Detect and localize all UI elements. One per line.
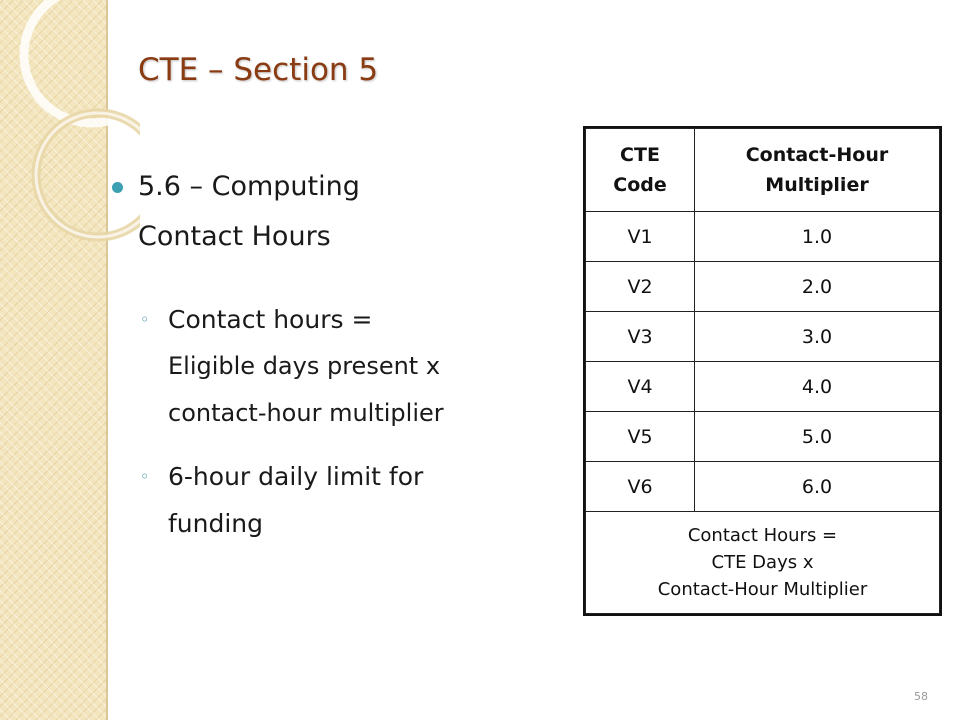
multiplier-cell: 3.0: [695, 312, 940, 362]
multiplier-cell: 2.0: [695, 262, 940, 312]
formula-note-line: Contact Hours =: [687, 525, 838, 547]
sub-bullet-item: [140, 296, 540, 437]
cte-code-cell: V6: [586, 462, 695, 512]
sub-bullet-marker-icon: ◦: [140, 467, 150, 486]
sub-bullet-line: Contact hours =: [168, 305, 373, 334]
slide-title: CTE – Section 5: [138, 52, 379, 88]
multiplier-cell: 5.0: [695, 412, 940, 462]
slide-number: 58: [914, 690, 928, 703]
bullet-dot-icon: [112, 182, 123, 193]
multiplier-cell: 6.0: [695, 462, 940, 512]
main-bullet-line: 5.6 – Computing: [138, 171, 360, 202]
main-bullet-line: Contact Hours: [138, 221, 331, 252]
header-text: Code: [613, 174, 667, 197]
sub-bullet-line: 6-hour daily limit for: [168, 462, 424, 491]
table-row: [586, 412, 940, 462]
formula-note-line: Contact-Hour Multiplier: [657, 579, 868, 601]
table-row: [586, 312, 940, 362]
table-row: [586, 362, 940, 412]
formula-note-cell: [586, 512, 940, 614]
header-cte-code: [586, 129, 695, 212]
header-multiplier: [695, 129, 940, 212]
multiplier-cell: 1.0: [695, 212, 940, 262]
sub-bullet-line: funding: [168, 509, 264, 538]
cte-code-cell: V5: [586, 412, 695, 462]
table-note-row: [586, 512, 940, 614]
sub-bullet-item: [140, 453, 540, 547]
multiplier-cell: 4.0: [695, 362, 940, 412]
cte-code-cell: V3: [586, 312, 695, 362]
header-text: Multiplier: [765, 174, 869, 197]
sub-bullet-line: Eligible days present x: [168, 352, 441, 380]
cte-code-cell: V1: [586, 212, 695, 262]
header-text: CTE: [620, 144, 660, 167]
table-row: [586, 212, 940, 262]
cte-code-cell: V2: [586, 262, 695, 312]
multiplier-table: [583, 126, 942, 616]
table-row: [586, 262, 940, 312]
cte-code-cell: V4: [586, 362, 695, 412]
header-text: Contact-Hour: [745, 144, 889, 167]
sub-bullet-line: contact-hour multiplier: [168, 399, 444, 427]
main-bullet-text: [138, 162, 468, 262]
sub-bullet-marker-icon: ◦: [140, 310, 150, 329]
table-row: [586, 462, 940, 512]
sub-bullet-list: [140, 296, 540, 563]
formula-note-line: CTE Days x: [711, 552, 814, 574]
decorative-rings-icon: [0, 0, 140, 260]
table-header-row: [586, 129, 940, 212]
